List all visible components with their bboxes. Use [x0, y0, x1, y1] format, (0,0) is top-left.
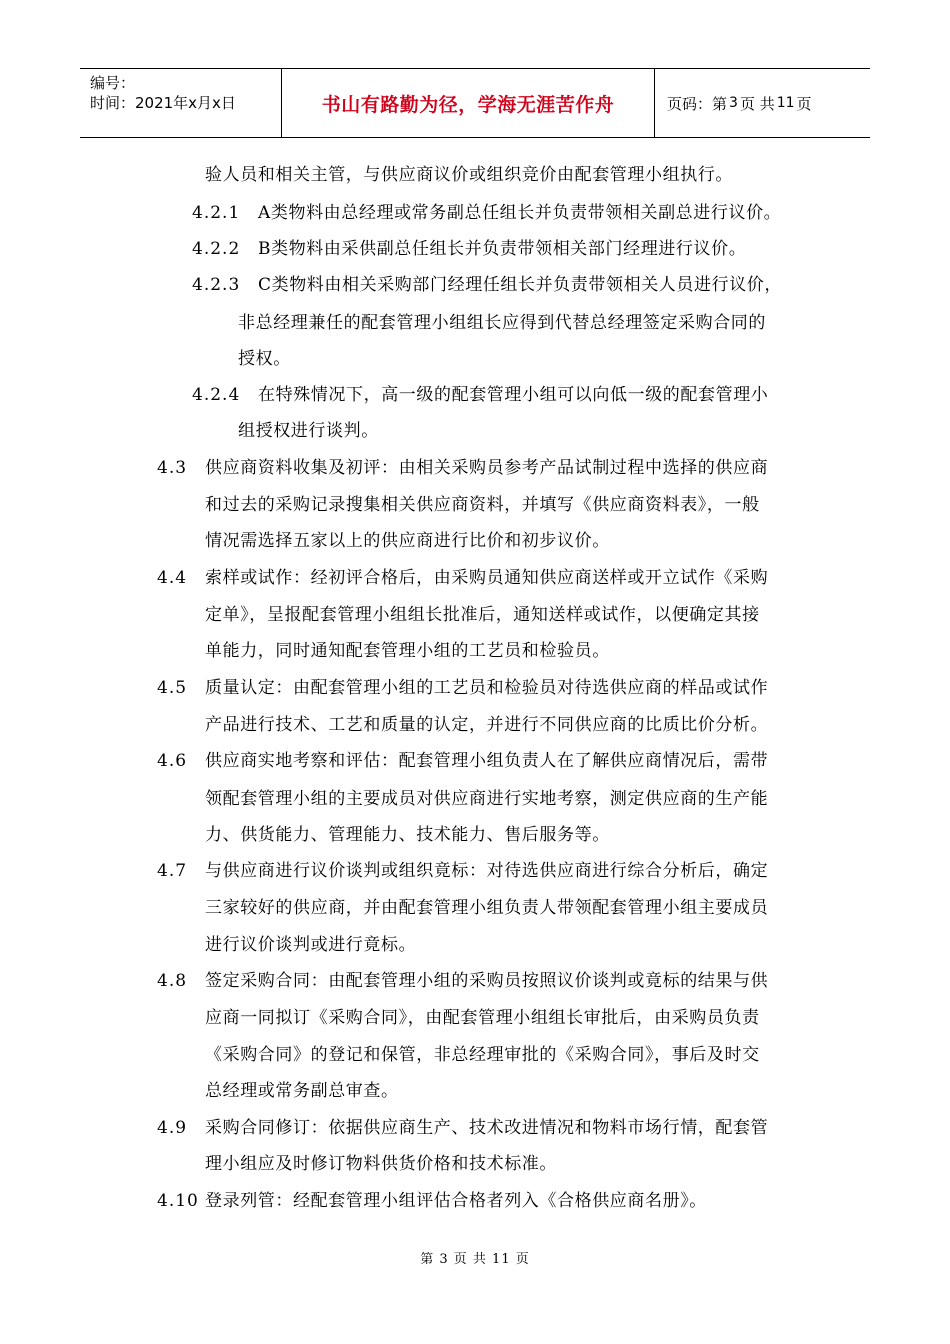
paragraph-line: 单能力，同时通知配套管理小组的工艺员和检验员。 — [205, 641, 610, 661]
clause-text: B类物料由采供副总任组长并负责带领相关部门经理进行议价。 — [258, 239, 747, 259]
paragraph-line: 应商一同拟订《采购合同》，由配套管理小组组长审批后，由采购员负责 — [205, 1008, 760, 1028]
paragraph-line: 三家较好的供应商，并由配套管理小组负责人带领配套管理小组主要成员 — [205, 898, 769, 918]
header-meta-cell — [80, 69, 282, 137]
paragraph-line: 定单》，呈报配套管理小组组长批准后，通知送样或试作，以便确定其接 — [205, 605, 760, 625]
section-text: 质量认定：由配套管理小组的工艺员和检验员对待选供应商的样品或试作 — [205, 678, 769, 698]
page-footer: 第 3 页 共 11 页 — [420, 1252, 530, 1267]
section-4-8 — [157, 970, 768, 992]
paragraph-line: 《采购合同》的登记和保管，非总经理审批的《采购合同》，事后及时交 — [205, 1045, 760, 1065]
section-number: 4.9 — [157, 1118, 188, 1138]
clause-4-2-4 — [192, 384, 768, 406]
section-4-10 — [157, 1190, 707, 1212]
clause-4-2-1 — [192, 202, 781, 224]
section-text: 签定采购合同：由配套管理小组的采购员按照议价谈判或竟标的结果与供 — [205, 971, 769, 991]
paragraph-line: 理小组应及时修订物料供货价格和技术标准。 — [205, 1154, 557, 1174]
paragraph-line: 授权。 — [238, 349, 291, 369]
section-number: 4.3 — [157, 458, 188, 478]
date-label: 时间：2021年x月x日 — [90, 94, 236, 112]
paragraph-line: 组授权进行谈判。 — [238, 421, 379, 441]
section-number: 4.6 — [157, 751, 188, 771]
page-mid: 页 共 — [739, 94, 775, 113]
clause-number: 4.2.1 — [192, 203, 241, 223]
section-text: 供应商资料收集及初评：由相关采购员参考产品试制过程中选择的供应商 — [205, 458, 769, 478]
clause-text: A类物料由总经理或常务副总任组长并负责带领相关副总进行议价。 — [258, 203, 782, 223]
clause-4-2-3 — [192, 274, 782, 296]
paragraph-line: 非总经理兼任的配套管理小组组长应得到代替总经理签定采购合同的 — [238, 313, 766, 333]
document-header — [80, 68, 870, 138]
section-number: 4.8 — [157, 971, 188, 991]
page-suffix: 页 — [796, 94, 812, 113]
header-motto: 书山有路勤为径，学海无涯苦作舟 — [282, 69, 655, 137]
serial-number-label: 编号： — [90, 74, 136, 92]
paragraph-line: 进行议价谈判或进行竟标。 — [205, 935, 417, 955]
clause-text: 在特殊情况下，高一级的配套管理小组可以向低一级的配套管理小 — [258, 385, 769, 405]
section-text: 采购合同修订：依据供应商生产、技术改进情况和物料市场行情，配套管 — [205, 1118, 769, 1138]
page-current: 3 — [729, 95, 738, 111]
section-4-3 — [157, 457, 768, 479]
clause-number: 4.2.3 — [192, 275, 241, 295]
header-page-info — [655, 69, 870, 137]
section-number: 4.10 — [157, 1191, 199, 1211]
page-total: 11 — [776, 95, 795, 111]
section-4-9 — [157, 1117, 768, 1139]
section-4-7 — [157, 860, 768, 882]
section-number: 4.5 — [157, 678, 188, 698]
section-text: 登录列管：经配套管理小组评估合格者列入《合格供应商名册》。 — [205, 1191, 707, 1211]
paragraph-line: 情况需选择五家以上的供应商进行比价和初步议价。 — [205, 531, 610, 551]
section-text: 索样或试作：经初评合格后，由采购员通知供应商送样或开立试作《采购 — [205, 568, 769, 588]
paragraph-line: 力、供货能力、管理能力、技术能力、售后服务等。 — [205, 825, 610, 845]
paragraph-line: 和过去的采购记录搜集相关供应商资料，并填写《供应商资料表》，一般 — [205, 495, 760, 515]
paragraph-line: 产品进行技术、工艺和质量的认定，并进行不同供应商的比质比价分析。 — [205, 715, 769, 735]
paragraph-line: 领配套管理小组的主要成员对供应商进行实地考察，测定供应商的生产能 — [205, 789, 769, 809]
paragraph-line: 验人员和相关主管，与供应商议价或组织竞价由配套管理小组执行。 — [205, 165, 733, 185]
section-4-4 — [157, 567, 768, 589]
section-number: 4.4 — [157, 568, 188, 588]
section-4-6 — [157, 750, 768, 772]
section-number: 4.7 — [157, 861, 188, 881]
clause-4-2-2 — [192, 238, 746, 260]
page-prefix: 页码：第 — [667, 94, 728, 113]
section-4-5 — [157, 677, 768, 699]
clause-number: 4.2.2 — [192, 239, 241, 259]
section-text: 与供应商进行议价谈判或组织竟标：对待选供应商进行综合分析后，确定 — [205, 861, 769, 881]
section-text: 供应商实地考察和评估：配套管理小组负责人在了解供应商情况后，需带 — [205, 751, 769, 771]
paragraph-line: 总经理或常务副总审查。 — [205, 1081, 399, 1101]
clause-text: C类物料由相关采购部门经理任组长并负责带领相关人员进行议价， — [258, 275, 783, 295]
clause-number: 4.2.4 — [192, 385, 241, 405]
